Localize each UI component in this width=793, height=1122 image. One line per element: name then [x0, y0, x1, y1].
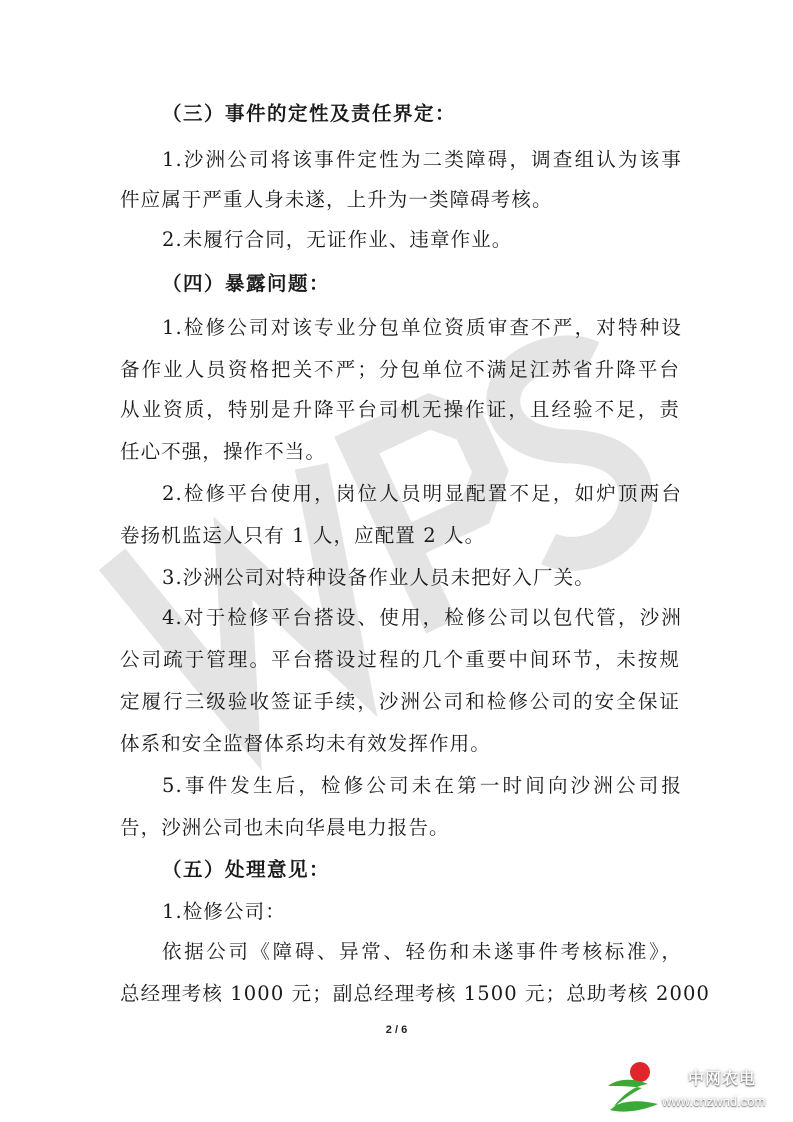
- paragraph-line: 备作业人员资格把关不严；分包单位不满足江苏省升降平台: [120, 358, 680, 381]
- paragraph-line: 件应属于严重人身未遂，上升为一类障碍考核。: [120, 188, 553, 211]
- paragraph-line: 告，沙洲公司也未向华晨电力报告。: [120, 816, 450, 839]
- cnzwnd-logo-icon: [604, 1060, 662, 1116]
- paragraph-line: 总经理考核 1000 元；副总经理考核 1500 元；总助考核 2000: [120, 982, 710, 1005]
- paragraph-line: 卷扬机监运人只有 1 人，应配置 2 人。: [120, 524, 486, 547]
- paragraph-line: 从业资质，特别是升降平台司机无操作证，且经验不足，责: [120, 398, 680, 421]
- paragraph-line: 任心不强，操作不当。: [120, 440, 327, 463]
- paragraph-line: 1.检修公司对该专业分包单位资质审查不严，对特种设: [162, 316, 682, 339]
- paragraph-line: 5.事件发生后，检修公司未在第一时间向沙洲公司报: [162, 774, 682, 797]
- paragraph-line: 体系和安全监督体系均未有效发挥作用。: [120, 732, 491, 755]
- section-heading-3: （三）事件的定性及责任界定：: [162, 102, 457, 125]
- paragraph-line: 2.检修平台使用，岗位人员明显配置不足，如炉顶两台: [162, 482, 682, 505]
- site-name: 中网农电: [688, 1069, 757, 1088]
- section-heading-5: （五）处理意见：: [162, 858, 331, 881]
- section-heading-4: （四）暴露问题：: [162, 272, 331, 295]
- paragraph-line: 4.对于检修平台搭设、使用，检修公司以包代管，沙洲: [162, 606, 682, 629]
- paragraph-line: 1.沙洲公司将该事件定性为二类障碍，调查组认为该事: [162, 148, 682, 171]
- paragraph-line: 1.检修公司：: [162, 900, 286, 923]
- paragraph-line: 依据公司《障碍、异常、轻伤和未遂事件考核标准》，: [162, 940, 682, 963]
- paragraph-line: 公司疏于管理。平台搭设过程的几个重要中间环节，未按规: [120, 648, 680, 671]
- paragraph-line: 定履行三级验收签证手续，沙洲公司和检修公司的安全保证: [120, 690, 680, 713]
- site-url[interactable]: www.cnzwnd.com: [662, 1094, 766, 1109]
- paragraph-line: 2.未履行合同，无证作业、违章作业。: [162, 228, 513, 251]
- paragraph-line: 3.沙洲公司对特种设备作业人员未把好入厂关。: [162, 566, 595, 589]
- page-number: 2 / 6: [385, 1024, 408, 1036]
- site-logo[interactable]: [604, 1058, 790, 1118]
